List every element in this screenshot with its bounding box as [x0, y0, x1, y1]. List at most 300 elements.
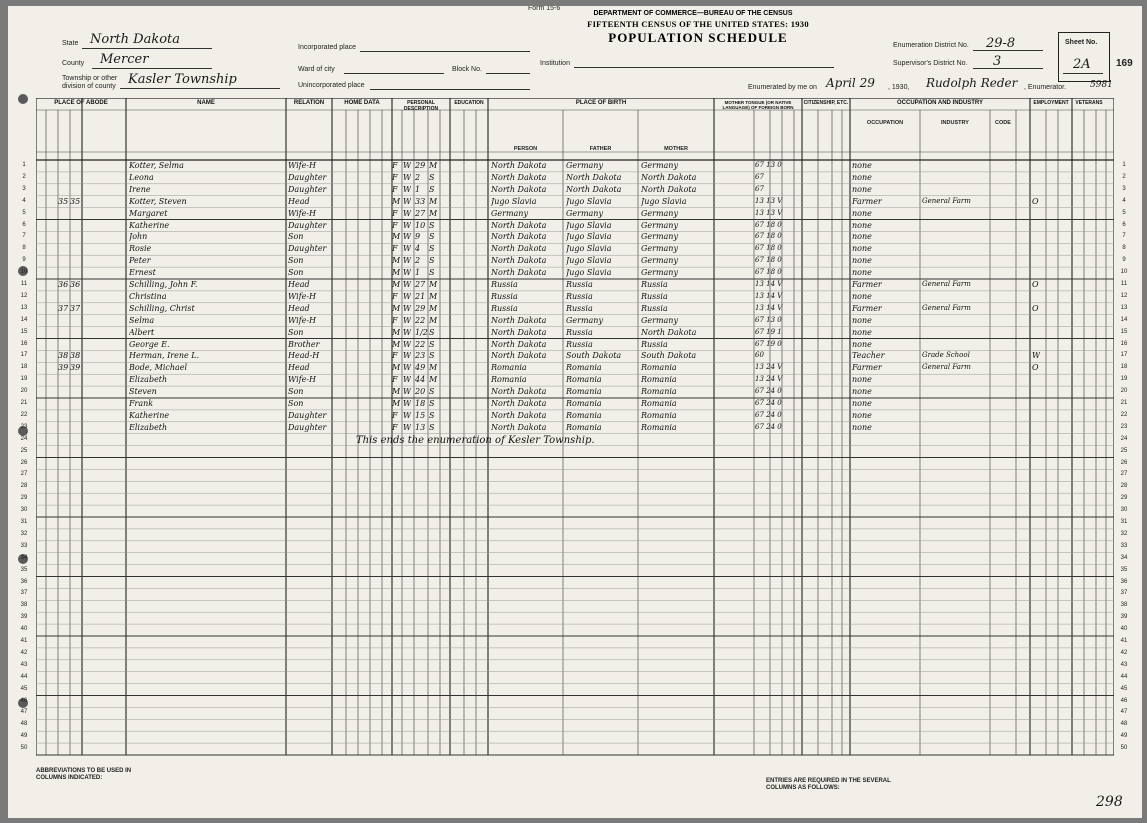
marital-status: S: [429, 327, 435, 337]
origin-code: 13 13 V: [755, 208, 783, 217]
age: 29: [415, 161, 426, 170]
row-number-right: 20: [1120, 388, 1128, 395]
birthplace-father: Russia: [566, 291, 593, 301]
birthplace-mother: Romania: [641, 399, 677, 408]
race: W: [403, 220, 412, 230]
abbrev-title: ABBREVIATIONS TO BE USED IN COLUMNS INDICATED:: [36, 768, 132, 781]
row-number-left: 2: [22, 173, 26, 180]
race: W: [403, 244, 412, 254]
marital-status: S: [429, 351, 435, 361]
marital-status: S: [429, 172, 435, 182]
birthplace-father: Romania: [566, 375, 602, 385]
relation: Daughter: [288, 184, 327, 194]
township-label: Township or other division of county: [62, 75, 118, 90]
row-number-right: 21: [1120, 400, 1128, 406]
occupation: none: [852, 208, 872, 218]
row-number-left: 15: [20, 328, 28, 335]
relation: Head: [288, 303, 310, 313]
origin-code: 67 13 0: [755, 315, 782, 324]
origin-code: 67 19 1: [755, 327, 782, 336]
marital-status: S: [429, 387, 435, 397]
origin-code: 67: [755, 184, 764, 193]
age: 33: [415, 196, 426, 206]
sex: F: [392, 184, 398, 194]
row-number-left: 43: [20, 661, 28, 668]
row-number-left: 31: [20, 519, 28, 525]
occupation: none: [852, 184, 872, 194]
sex: M: [392, 399, 401, 408]
age: 23: [415, 351, 426, 361]
industry: General Farm: [922, 196, 971, 205]
birthplace-mother: Germany: [641, 256, 678, 266]
age: 20: [415, 387, 426, 397]
row-number-right: 43: [1120, 661, 1128, 668]
row-number-right: 49: [1120, 733, 1128, 740]
row-number-left: 11: [20, 281, 28, 287]
birthplace-mother: Germany: [641, 208, 678, 218]
occupation: none: [852, 399, 872, 408]
class-of-worker: O: [1032, 363, 1039, 373]
row-number-left: 26: [20, 459, 28, 466]
row-number-right: 26: [1120, 459, 1128, 466]
relation: Wife-H: [288, 161, 317, 170]
occupation: none: [852, 327, 872, 337]
row-number-right: 30: [1120, 507, 1128, 514]
col-person: PERSON: [513, 146, 538, 152]
supervisor-value: 3: [993, 54, 1002, 69]
family-number: 39: [70, 363, 81, 373]
birthplace-father: Russia: [566, 339, 593, 349]
row-number-right: 34: [1120, 554, 1128, 561]
origin-code: 60: [755, 351, 764, 360]
block-label: Block No.: [452, 66, 482, 73]
class-of-worker: O: [1032, 196, 1039, 206]
relation: Son: [288, 399, 304, 408]
age: 49: [415, 363, 426, 373]
age: 2: [415, 256, 421, 266]
birthplace-father: North Dakota: [566, 184, 622, 194]
census-title: FIFTEENTH CENSUS OF THE UNITED STATES: 1930: [587, 19, 809, 29]
row-number-right: 31: [1120, 519, 1128, 525]
birthplace-father: Jugo Slavia: [566, 196, 612, 206]
birthplace-mother: Romania: [641, 410, 677, 420]
marital-status: S: [429, 244, 435, 254]
race: W: [403, 196, 412, 206]
race: W: [403, 387, 412, 397]
race: W: [403, 291, 412, 301]
birthplace-person: North Dakota: [491, 172, 547, 182]
person-name: Herman, Irene L.: [129, 351, 200, 361]
race: W: [403, 315, 412, 325]
row-number-left: 37: [20, 590, 28, 597]
footer: [36, 764, 1123, 814]
row-number-left: 38: [20, 602, 28, 609]
relation: Son: [288, 327, 304, 337]
birthplace-father: Russia: [566, 280, 593, 289]
relation: Daughter: [288, 220, 327, 230]
sex: F: [392, 375, 398, 385]
birthplace-mother: Russia: [641, 339, 668, 349]
birthplace-person: Romania: [491, 363, 527, 373]
birthplace-person: Germany: [491, 208, 528, 218]
row-number-left: 49: [20, 733, 28, 740]
sex: F: [392, 220, 398, 230]
row-number-right: 5: [1122, 209, 1126, 216]
group-education: EDUCATION: [454, 100, 484, 106]
row-number-right: 42: [1120, 649, 1128, 656]
race: W: [403, 172, 412, 182]
row-number-right: 9: [1122, 257, 1126, 264]
person-name: John: [129, 232, 148, 242]
row-number-right: 12: [1120, 292, 1128, 299]
birthplace-person: North Dakota: [491, 315, 547, 325]
industry: General Farm: [922, 363, 971, 372]
birthplace-father: Romania: [566, 399, 602, 408]
person-name: Katherine: [129, 220, 170, 230]
row-number-left: 23: [20, 423, 28, 430]
person-name: Bode, Michael: [129, 363, 188, 373]
person-name: Schilling, Christ: [129, 303, 195, 313]
group-occupation: OCCUPATION AND INDUSTRY: [897, 100, 983, 106]
row-number-right: 39: [1120, 614, 1128, 621]
dwelling-number: 38: [58, 351, 69, 361]
group-veterans: VETERANS: [1075, 100, 1103, 106]
marital-status: S: [429, 410, 435, 420]
age: 18: [415, 399, 426, 408]
row-number-left: 10: [20, 269, 28, 276]
birthplace-mother: South Dakota: [641, 351, 697, 361]
class-of-worker: W: [1032, 351, 1041, 361]
birthplace-father: Germany: [566, 315, 603, 325]
row-number-left: 17: [20, 352, 28, 359]
marital-status: S: [429, 399, 435, 408]
occupation: Teacher: [852, 351, 885, 361]
age: 1: [415, 184, 421, 194]
row-number-right: 7: [1122, 233, 1126, 240]
birthplace-mother: Germany: [641, 268, 678, 278]
sex: M: [392, 196, 401, 206]
schedule-title: POPULATION SCHEDULE: [608, 30, 788, 45]
row-number-right: 2: [1122, 173, 1126, 180]
occupation: Farmer: [852, 363, 882, 373]
marital-status: S: [429, 256, 435, 266]
corner-note: 5981: [1090, 80, 1113, 90]
group-birth: PLACE OF BIRTH: [575, 100, 627, 106]
sex: F: [392, 208, 398, 218]
row-number-left: 24: [20, 435, 28, 442]
sheet-value: 2A: [1073, 57, 1091, 72]
row-number-left: 36: [20, 578, 28, 585]
relation: Head: [288, 363, 310, 373]
birthplace-father: South Dakota: [566, 351, 622, 361]
sex: F: [392, 410, 398, 420]
row-number-right: 25: [1120, 447, 1128, 454]
person-name: Leona: [129, 172, 154, 182]
origin-code: 67 19 0: [755, 339, 782, 348]
origin-code: 67 18 0: [755, 268, 782, 277]
marital-status: M: [429, 280, 438, 289]
col-code: CODE: [995, 120, 1011, 126]
row-number-left: 28: [20, 483, 28, 490]
birthplace-mother: Germany: [641, 161, 678, 170]
relation: Head-H: [288, 351, 320, 361]
group-citizenship: CITIZENSHIP, ETC.: [803, 100, 849, 106]
row-number-left: 41: [20, 638, 28, 644]
race: W: [403, 375, 412, 385]
race: W: [403, 363, 412, 373]
birthplace-person: North Dakota: [491, 232, 547, 242]
birthplace-father: Jugo Slavia: [566, 268, 612, 278]
department-line: DEPARTMENT OF COMMERCE—BUREAU OF THE CENSUS: [593, 10, 793, 17]
sheet-box: [1058, 32, 1110, 82]
sex: M: [392, 232, 401, 242]
birthplace-mother: North Dakota: [641, 172, 697, 182]
row-number-left: 6: [22, 221, 26, 228]
race: W: [403, 232, 412, 242]
occupation: none: [852, 220, 872, 230]
person-name: Margaret: [129, 208, 168, 218]
occupation: Farmer: [852, 303, 882, 313]
birthplace-father: Germany: [566, 208, 603, 218]
industry: General Farm: [922, 280, 971, 288]
row-number-left: 7: [22, 233, 26, 240]
row-number-left: 34: [20, 554, 28, 561]
relation: Daughter: [288, 244, 327, 254]
origin-code: 13 24 V: [755, 363, 783, 372]
sex: M: [392, 268, 401, 278]
origin-code: 67 18 0: [755, 256, 782, 265]
row-number-right: 48: [1120, 721, 1128, 728]
row-number-right: 11: [1120, 281, 1128, 287]
race: W: [403, 327, 412, 337]
row-number-left: 27: [20, 471, 28, 478]
dwelling-number: 39: [58, 363, 69, 373]
sex: F: [392, 315, 398, 325]
age: 1: [415, 268, 421, 278]
birthplace-mother: North Dakota: [641, 327, 697, 337]
county-label: County: [62, 60, 85, 67]
relation: Son: [288, 256, 304, 266]
person-name: Rosie: [129, 244, 152, 254]
birthplace-person: Jugo Slavia: [491, 196, 537, 206]
row-number-right: 22: [1120, 411, 1128, 418]
row-number-right: 10: [1120, 269, 1128, 276]
occupation: none: [852, 387, 872, 397]
birthplace-mother: Russia: [641, 291, 668, 301]
sheet-stamp: 169: [1116, 58, 1133, 69]
sex: F: [392, 244, 398, 254]
sex: F: [392, 422, 398, 432]
age: 27: [415, 280, 426, 289]
row-number-right: 33: [1120, 542, 1128, 549]
row-number-right: 32: [1120, 530, 1128, 537]
occupation: none: [852, 410, 872, 420]
occupation: none: [852, 291, 872, 301]
birthplace-person: North Dakota: [491, 339, 547, 349]
row-number-left: 42: [20, 649, 28, 656]
form-number: Form 15-6: [528, 6, 561, 12]
origin-code: 67: [755, 172, 764, 181]
page-mark: 298: [1096, 794, 1123, 810]
enumerated-date: April 29: [826, 76, 875, 90]
age: 27: [415, 208, 426, 218]
age: 15: [415, 410, 426, 420]
relation: Wife-H: [288, 315, 317, 325]
relation: Wife-H: [288, 291, 317, 301]
row-number-right: 16: [1120, 340, 1128, 347]
row-number-right: 47: [1120, 709, 1128, 716]
relation: Son: [288, 232, 304, 242]
birthplace-mother: Jugo Slavia: [641, 196, 687, 206]
family-number: 35: [70, 196, 81, 206]
sheet-label: Sheet No.: [1065, 39, 1098, 46]
family-number: 38: [70, 351, 81, 361]
birthplace-mother: North Dakota: [641, 184, 697, 194]
person-name: Peter: [129, 256, 151, 266]
birthplace-person: North Dakota: [491, 161, 547, 170]
age: 10: [415, 220, 426, 230]
race: W: [403, 303, 412, 313]
end-of-enumeration-note: This ends the enumeration of Kesler Township.: [356, 434, 595, 446]
row-number-left: 16: [20, 340, 28, 347]
row-number-left: 8: [22, 245, 26, 252]
row-number-right: 38: [1120, 602, 1128, 609]
occupation: Farmer: [852, 196, 882, 206]
row-number-left: 48: [20, 721, 28, 728]
row-number-right: 45: [1120, 685, 1128, 692]
relation: Wife-H: [288, 208, 317, 218]
row-number-right: 41: [1120, 638, 1128, 644]
enumerator-label: , Enumerator.: [1024, 84, 1067, 91]
row-number-left: 45: [20, 685, 28, 692]
occupation: none: [852, 172, 872, 182]
birthplace-father: Romania: [566, 363, 602, 373]
enumerated-label: Enumerated by me on: [748, 84, 817, 91]
origin-code: 67 18 0: [755, 220, 782, 229]
marital-status: M: [429, 161, 438, 170]
birthplace-mother: Germany: [641, 220, 678, 230]
row-number-left: 30: [20, 507, 28, 514]
birthplace-person: Russia: [491, 291, 518, 301]
occupation: none: [852, 339, 872, 349]
row-number-right: 23: [1120, 423, 1128, 430]
row-number-right: 36: [1120, 578, 1128, 585]
origin-code: 67 18 0: [755, 232, 782, 241]
birthplace-mother: Germany: [641, 232, 678, 242]
origin-code: 13 14 V: [755, 303, 783, 312]
row-number-right: 50: [1120, 745, 1128, 752]
enum-district-label: Enumeration District No.: [893, 42, 969, 49]
class-of-worker: O: [1032, 303, 1039, 313]
row-number-right: 44: [1120, 673, 1128, 680]
census-sheet: [8, 6, 1142, 818]
marital-status: S: [429, 339, 435, 349]
sex: M: [392, 327, 401, 337]
origin-code: 67 24 0: [755, 410, 782, 419]
person-name: Schilling, John F.: [129, 280, 198, 289]
race: W: [403, 208, 412, 218]
row-number-left: 25: [20, 447, 28, 454]
birthplace-person: North Dakota: [491, 256, 547, 266]
row-number-left: 35: [20, 566, 28, 573]
col-mother: MOTHER: [664, 146, 688, 152]
age: 1/2: [415, 327, 428, 337]
row-number-right: 3: [1122, 185, 1126, 192]
relation: Son: [288, 268, 304, 278]
race: W: [403, 268, 412, 278]
age: 22: [415, 315, 426, 325]
state-label: State: [62, 40, 79, 47]
marital-status: S: [429, 232, 435, 242]
relation: Head: [288, 196, 310, 206]
ward-label: Ward of city: [298, 66, 335, 73]
person-name: Elizabeth: [129, 375, 168, 385]
person-name: George E.: [129, 339, 170, 349]
row-number-right: 28: [1120, 483, 1128, 490]
enumerator-name: Rudolph Reder: [926, 76, 1018, 90]
entries-title: ENTRIES ARE REQUIRED IN THE SEVERAL COLUMNS AS FOLLOWS:: [766, 778, 891, 791]
birthplace-father: Jugo Slavia: [566, 256, 612, 266]
birthplace-person: Romania: [491, 375, 527, 385]
birthplace-person: North Dakota: [491, 220, 547, 230]
enum-district-value: 29-8: [986, 36, 1016, 51]
person-name: Kotter, Steven: [129, 196, 187, 206]
row-number-right: 8: [1122, 245, 1126, 252]
row-number-right: 29: [1120, 495, 1128, 502]
origin-code: 13 14 V: [755, 280, 783, 288]
relation: Son: [288, 387, 304, 397]
row-number-right: 35: [1120, 566, 1128, 573]
birthplace-father: Jugo Slavia: [566, 232, 612, 242]
group-tongue: MOTHER TONGUE (OR NATIVE LANGUAGE) OF FOREIGN BORN: [722, 100, 794, 110]
occupation: Farmer: [852, 280, 882, 289]
occupation: none: [852, 232, 872, 242]
occupation: none: [852, 315, 872, 325]
family-number: 36: [70, 280, 81, 289]
birthplace-father: Russia: [566, 327, 593, 337]
birthplace-father: Romania: [566, 387, 602, 397]
sex: F: [392, 161, 398, 170]
race: W: [403, 339, 412, 349]
marital-status: M: [429, 375, 438, 385]
row-number-right: 17: [1120, 352, 1128, 359]
person-name: Albert: [129, 327, 155, 337]
origin-code: 67 24 0: [755, 399, 782, 407]
birthplace-father: Romania: [566, 410, 602, 420]
row-number-left: 33: [20, 542, 28, 549]
state-value: North Dakota: [90, 32, 180, 47]
birthplace-person: North Dakota: [491, 351, 547, 361]
institution-label: Institution: [540, 60, 570, 67]
row-number-left: 5: [22, 209, 26, 216]
row-number-left: 47: [20, 709, 28, 716]
row-number-right: 4: [1122, 197, 1126, 204]
row-number-right: 24: [1120, 435, 1128, 442]
birthplace-mother: Russia: [641, 280, 668, 289]
dwelling-number: 37: [58, 303, 69, 313]
birthplace-mother: Romania: [641, 387, 677, 397]
col-industry: INDUSTRY: [941, 120, 969, 126]
birthplace-father: Jugo Slavia: [566, 244, 612, 254]
row-number-right: 18: [1120, 364, 1128, 371]
age: 22: [415, 339, 426, 349]
row-number-left: 21: [20, 400, 28, 406]
row-number-left: 14: [20, 316, 28, 323]
birthplace-father: Romania: [566, 422, 602, 432]
sex: M: [392, 256, 401, 266]
race: W: [403, 184, 412, 194]
class-of-worker: O: [1032, 280, 1039, 289]
